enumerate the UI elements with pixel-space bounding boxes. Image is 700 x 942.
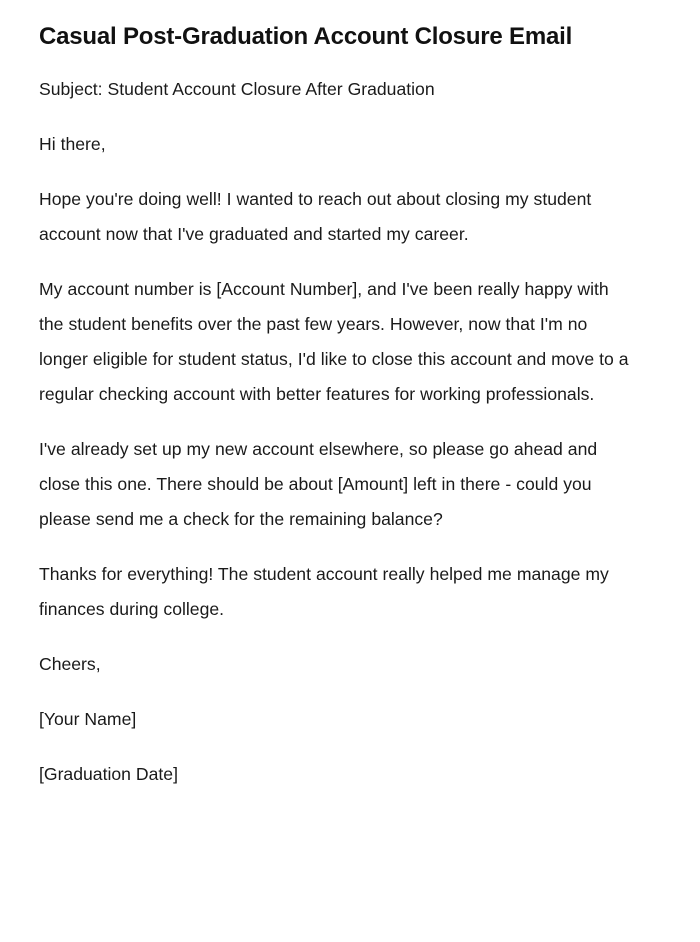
subject-line: Subject: Student Account Closure After Graduation: [39, 79, 435, 99]
thanks-paragraph: Thanks for everything! The student account really helped me manage my finances during college.: [39, 564, 609, 619]
page-title: Casual Post-Graduation Account Closure Email: [39, 23, 573, 50]
closure-request-paragraph: I've already set up my new account elsewhere, so please go ahead and close this one. There should be about [Amount] left in there - could you please send me a check for the remaining balance?: [39, 439, 598, 529]
opening-paragraph: Hope you're doing well! I wanted to reach out about closing my student account now that I've graduated and started my career.: [39, 189, 592, 244]
email-body: [39, 72, 638, 792]
salutation: Hi there,: [39, 134, 106, 154]
account-details-paragraph: My account number is [Account Number], and I've been really happy with the student benefits over the past few years. However, now that I'm no longer eligible for student status, I'd like to close this account and move to a regular checking account with better features for working professionals.: [39, 279, 629, 404]
sign-off: Cheers,: [39, 654, 101, 674]
signature-date: [Graduation Date]: [39, 764, 178, 784]
signature-name: [Your Name]: [39, 709, 137, 729]
